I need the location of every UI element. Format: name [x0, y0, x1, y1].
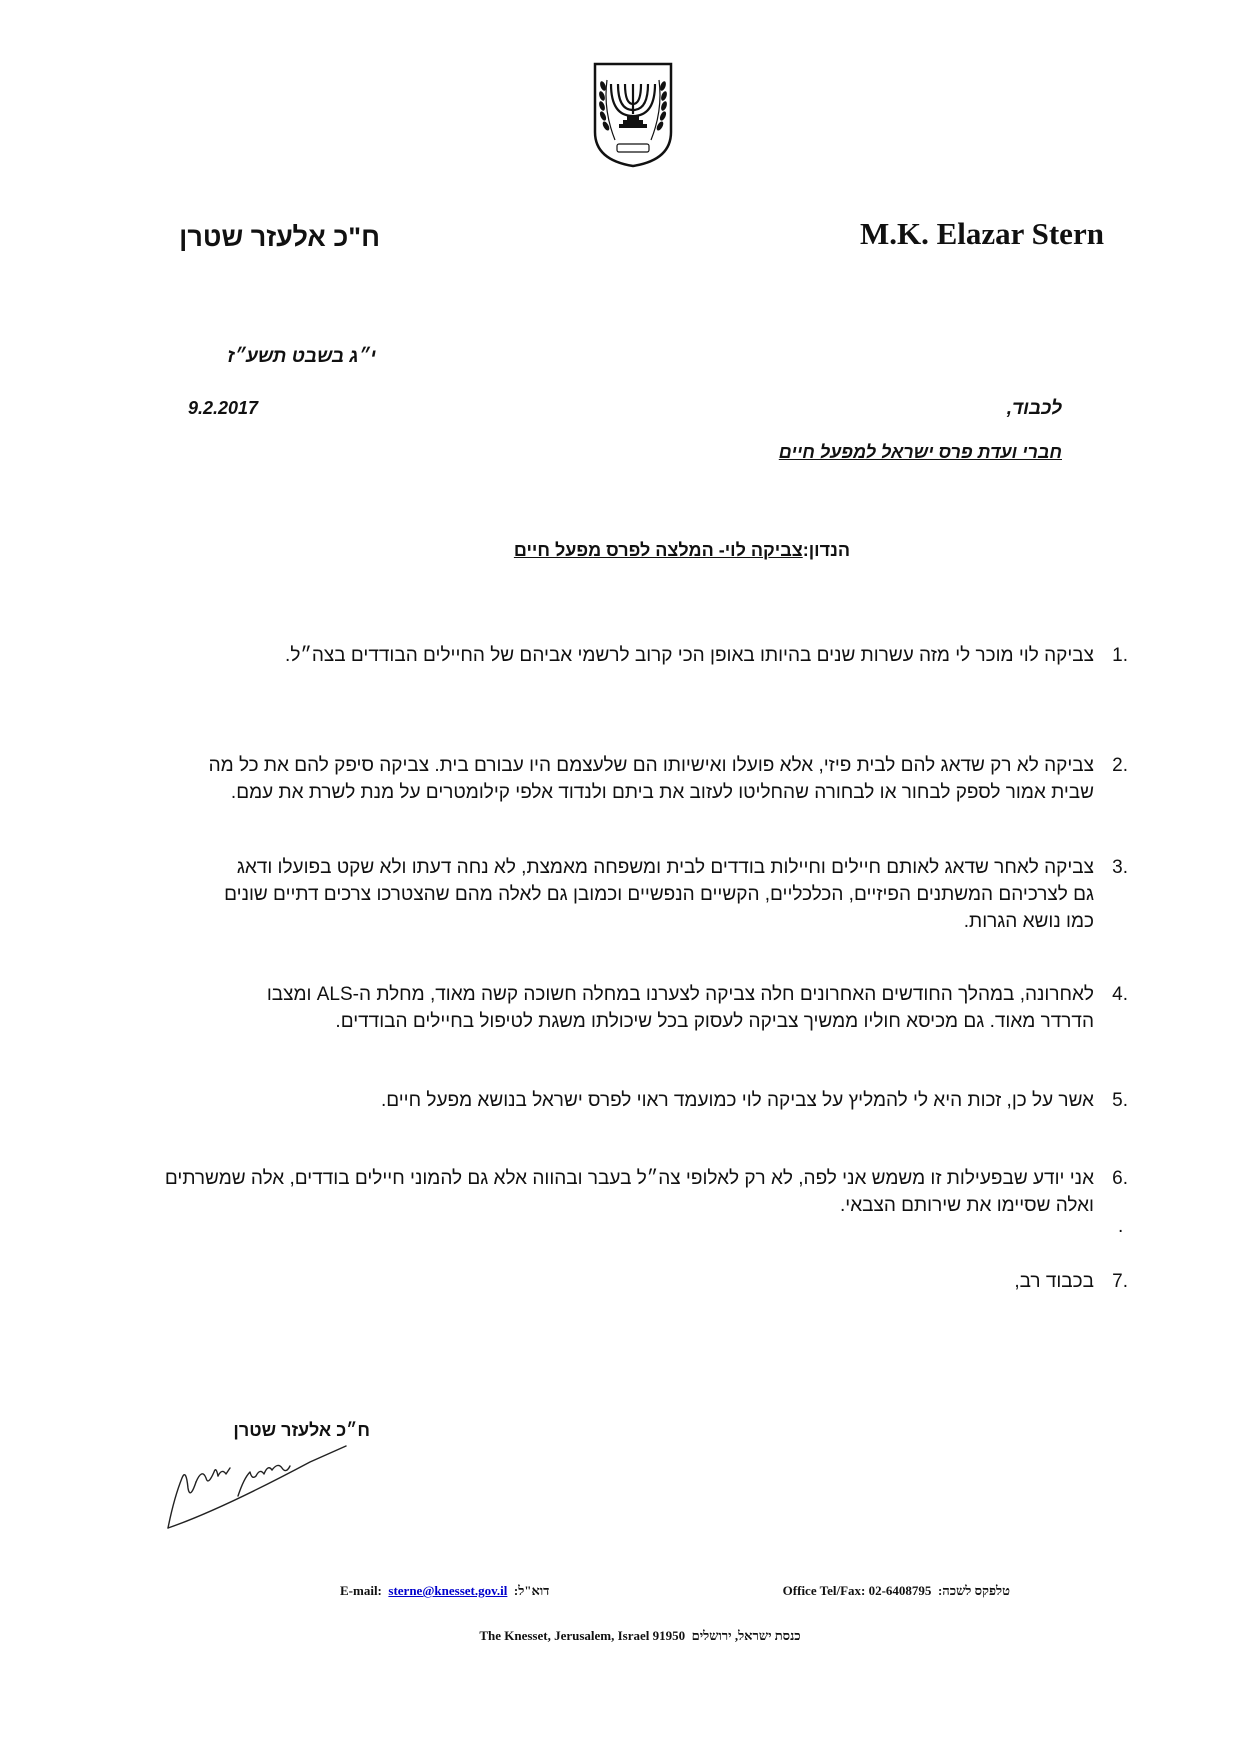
office-label-hebrew: טלפקס לשכה:: [937, 1583, 1010, 1598]
date-gregorian: 9.2.2017: [188, 398, 259, 418]
subject-label: הנדון:: [802, 540, 850, 560]
sender-name-hebrew: ח"כ אלעזר שטרן: [179, 222, 380, 252]
paragraph-number: .5: [1112, 1090, 1128, 1111]
paragraph-number: .7: [1112, 1271, 1128, 1292]
paragraph-number: .6: [1112, 1168, 1128, 1189]
paragraph-text: בכבוד רב,: [1014, 1271, 1094, 1292]
handwritten-signature: [160, 1438, 350, 1538]
paragraph-text: צביקה לוי מוכר לי מזה עשרות שנים בהיותו באופן הכי קרוב לרשמי אביהם של החיילים הבודדים בצה״ל.: [285, 645, 1094, 666]
paragraph-text: לאחרונה, במהלך החודשים האחרונים חלה צביקה לצערנו במחלה חשוכה קשה מאוד, מחלת ה-ALS ומצבו הדרדר מאוד. גם מכיסא חוליו ממשיך צביקה לעסוק בכל שיכולתו משגת לטיפול בחיילים הבודדים.: [266, 984, 1094, 1032]
address-hebrew: כנסת ישראל, ירושלים: [691, 1628, 801, 1643]
email-label-hebrew: דוא"ל:: [513, 1583, 550, 1598]
paragraph-text: צביקה לא רק שדאג להם לבית פיזי, אלא פועלו ואישיותו הם שלעצמם היו עבורם בית. צביקה סיפק להם את כל מה שבית אמור לספק לבחור או לבחורה שהחליטו לעזוב את ביתם ולנדוד אלפי קילומטרים על מנת לשרת את עמם.: [208, 755, 1094, 803]
paragraph-1: [212, 642, 1128, 669]
footer-email-group: [340, 1583, 549, 1599]
paragraph-6: [158, 1165, 1128, 1219]
salutation: לכבוד,: [1006, 398, 1062, 419]
paragraph-text: אשר על כן, זכות היא לי להמליץ על צביקה לוי כמועמד ראוי לפרס ישראל בנושא מפעל חיים.: [380, 1090, 1094, 1111]
signature-name: ח״כ אלעזר שטרן: [233, 1420, 370, 1440]
paragraph-text: צביקה לאחר שדאג לאותם חיילים וחיילות בודדים לבית ומשפחה מאמצת, לא נחה דעתו ולא שקט בפועלו ודאג גם לצרכיהם המשתנים הפיזיים, הכלכליים, הקשיים הנפשיים וכמובן גם לאלה מהם שהצטרכו צרכים דתיים שונים כמו נושא הגרות.: [224, 857, 1094, 932]
email-link[interactable]: sterne@knesset.gov.il: [388, 1583, 508, 1598]
sender-name-english: M.K. Elazar Stern: [860, 216, 1104, 251]
state-emblem-icon: [591, 60, 675, 168]
subject-text: צביקה לוי- המלצה לפרס מפעל חיים: [513, 540, 803, 560]
paragraph-number: .1: [1112, 645, 1128, 666]
footer-contact: [340, 1583, 1010, 1599]
paragraph-5: [228, 1087, 1128, 1114]
date-hebrew: י״ג בשבט תשע״ז: [227, 346, 376, 367]
paragraph-4: [228, 981, 1128, 1035]
recipient: חברי ועדת פרס ישראל למפעל חיים: [778, 442, 1062, 462]
office-tel-fax: Office Tel/Fax: 02-6408795: [782, 1583, 932, 1598]
address-english: The Knesset, Jerusalem, Israel 91950: [479, 1628, 686, 1643]
stray-dot: .: [1118, 1216, 1124, 1237]
paragraph-number: .2: [1112, 755, 1128, 776]
footer-address: [400, 1628, 880, 1644]
paragraph-text: אני יודע שבפעילות זו משמש אני לפה, לא רק לאלופי צה״ל בעבר ובהווה אלא גם להמוני חיילים בודדים, אלה שמשרתים ואלה שסיימו את שירותם הצבאי.: [164, 1168, 1094, 1216]
paragraph-2: [162, 752, 1128, 806]
paragraph-7: [228, 1268, 1128, 1295]
footer-office-group: [783, 1583, 1010, 1599]
paragraph-number: .4: [1112, 984, 1128, 1005]
paragraph-3: [222, 854, 1128, 935]
email-label: E-mail:: [340, 1583, 382, 1598]
subject-line: [420, 540, 850, 561]
paragraph-number: .3: [1112, 857, 1128, 878]
